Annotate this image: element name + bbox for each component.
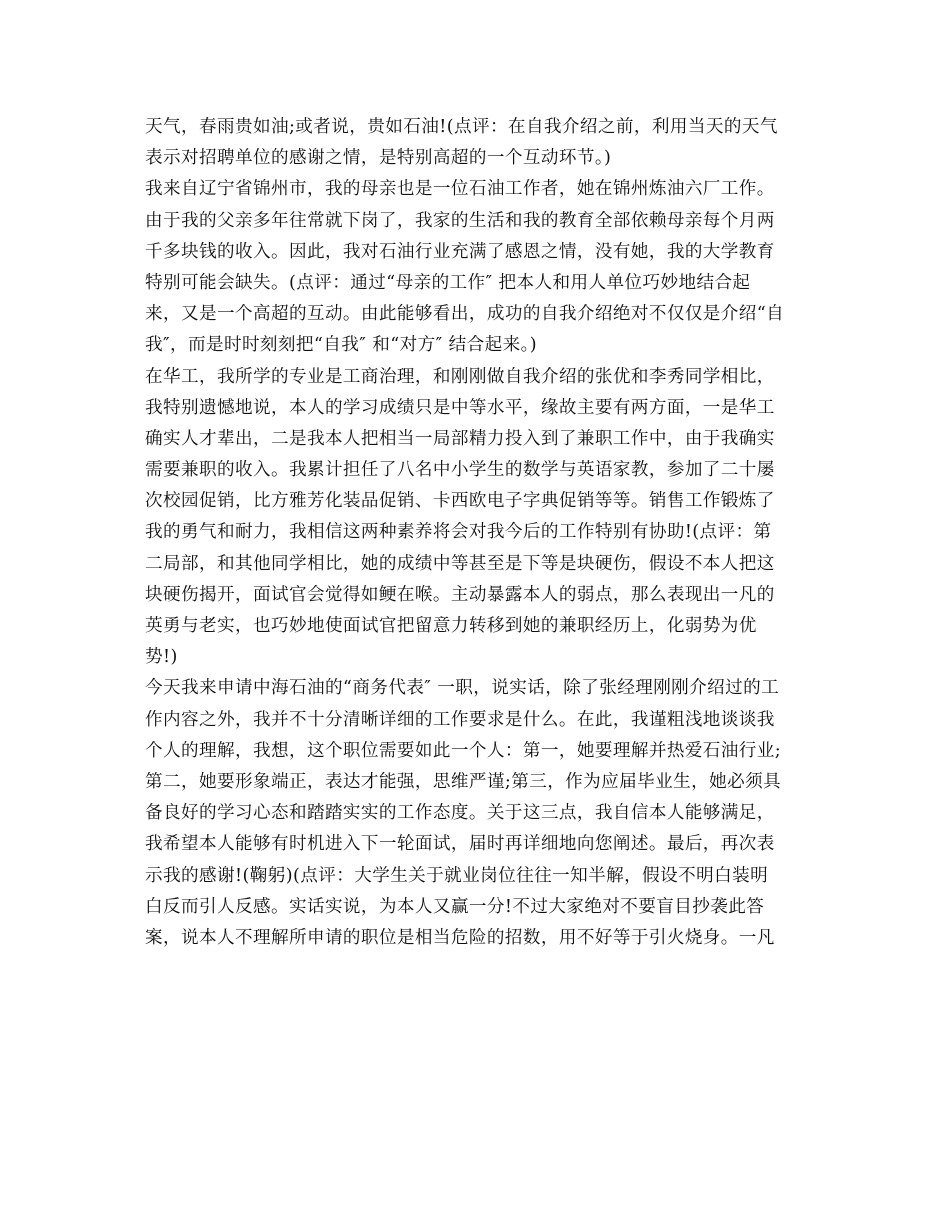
text-line: 由于我的父亲多年往常就下岗了，我家的生活和我的教育全部依赖母亲每个月两 (145, 210, 775, 231)
text-line: 我特别遗憾地说，本人的学习成绩只是中等水平，缘故主要有两方面，一是华工 (145, 397, 775, 418)
text-line: 个人的理解，我想，这个职位需要如此一个人：第一，她要理解并热爱石油行业; (145, 740, 782, 761)
text-line: 第二，她要形象端正，表达才能强，思维严谨;第三，作为应届毕业生，她必须具 (145, 771, 782, 792)
text-line: 来，又是一个高超的互动。由此能够看出，成功的自我介绍绝对不仅仅是介绍“自 (145, 304, 785, 325)
text-line: 需要兼职的收入。我累计担任了八名中小学生的数学与英语家教，参加了二十屡 (145, 460, 775, 481)
text-line: 我来自辽宁省锦州市，我的母亲也是一位石油工作者，她在锦州炼油六厂工作。 (145, 179, 775, 200)
text-line: 英勇与老实，也巧妙地使面试官把留意力转移到她的兼职经历上，化弱势为优 (145, 616, 757, 636)
text-line: 次校园促销，比方雅芳化装品促销、卡西欧电子字典促销等等。销售工作锻炼了 (145, 491, 775, 512)
text-line: 案，说本人不理解所申请的职位是相当危险的招数，用不好等于引火烧身。一凡 (145, 927, 775, 948)
text-line: 千多块钱的收入。因此，我对石油行业充满了感恩之情，没有她，我的大学教育 (145, 241, 775, 262)
text-line: 在华工，我所学的专业是工商治理，和刚刚做自我介绍的张优和李秀同学相比， (145, 366, 775, 387)
text-line: 作内容之外，我并不十分清晰详细的工作要求是什么。在此，我谨粗浅地谈谈我 (145, 709, 775, 730)
text-line: 我的勇气和耐力，我相信这两种素养将会对我今后的工作特别有协助!(点评：第 (145, 522, 772, 543)
text-line: 示我的感谢!(鞠躬)(点评：大学生关于就业岗位往往一知半解，假设不明白装明 (145, 865, 769, 886)
text-line: 白反而引人反感。实话实说，为本人又赢一分!不过大家绝对不要盲目抄袭此答 (145, 896, 765, 917)
text-line: 今天我来申请中海石油的“商务代表″ 一职，说实话，除了张经理刚刚介绍过的工 (145, 678, 780, 699)
text-line: 势!) (145, 647, 178, 668)
text-line: 块硬伤揭开，面试官会觉得如鲠在喉。主动暴露本人的弱点，那么表现出一凡的 (145, 584, 775, 605)
text-line: 我″，而是时时刻刻把“自我″ 和“对方″ 结合起来。) (145, 335, 538, 356)
text-line: 特别可能会缺失。(点评：通过“母亲的工作″ 把本人和用人单位巧妙地结合起 (145, 272, 751, 293)
text-line: 二局部，和其他同学相比，她的成绩中等甚至是下等是块硬伤，假设不本人把这 (145, 553, 775, 574)
text-line: 表示对招聘单位的感谢之情，是特别高超的一个互动环节。) (145, 148, 612, 169)
text-line: 备良好的学习心态和踏踏实实的工作态度。关于这三点，我自信本人能够满足， (145, 803, 775, 824)
text-line: 天气，春雨贵如油;或者说，贵如石油!(点评：在自我介绍之前，利用当天的天气 (145, 117, 778, 137)
text-line: 确实人才辈出，二是我本人把相当一局部精力投入到了兼职工作中，由于我确实 (145, 428, 775, 449)
document-page (145, 112, 805, 954)
text-line: 我希望本人能够有时机进入下一轮面试，届时再详细地向您阐述。最后，再次表 (145, 834, 775, 855)
